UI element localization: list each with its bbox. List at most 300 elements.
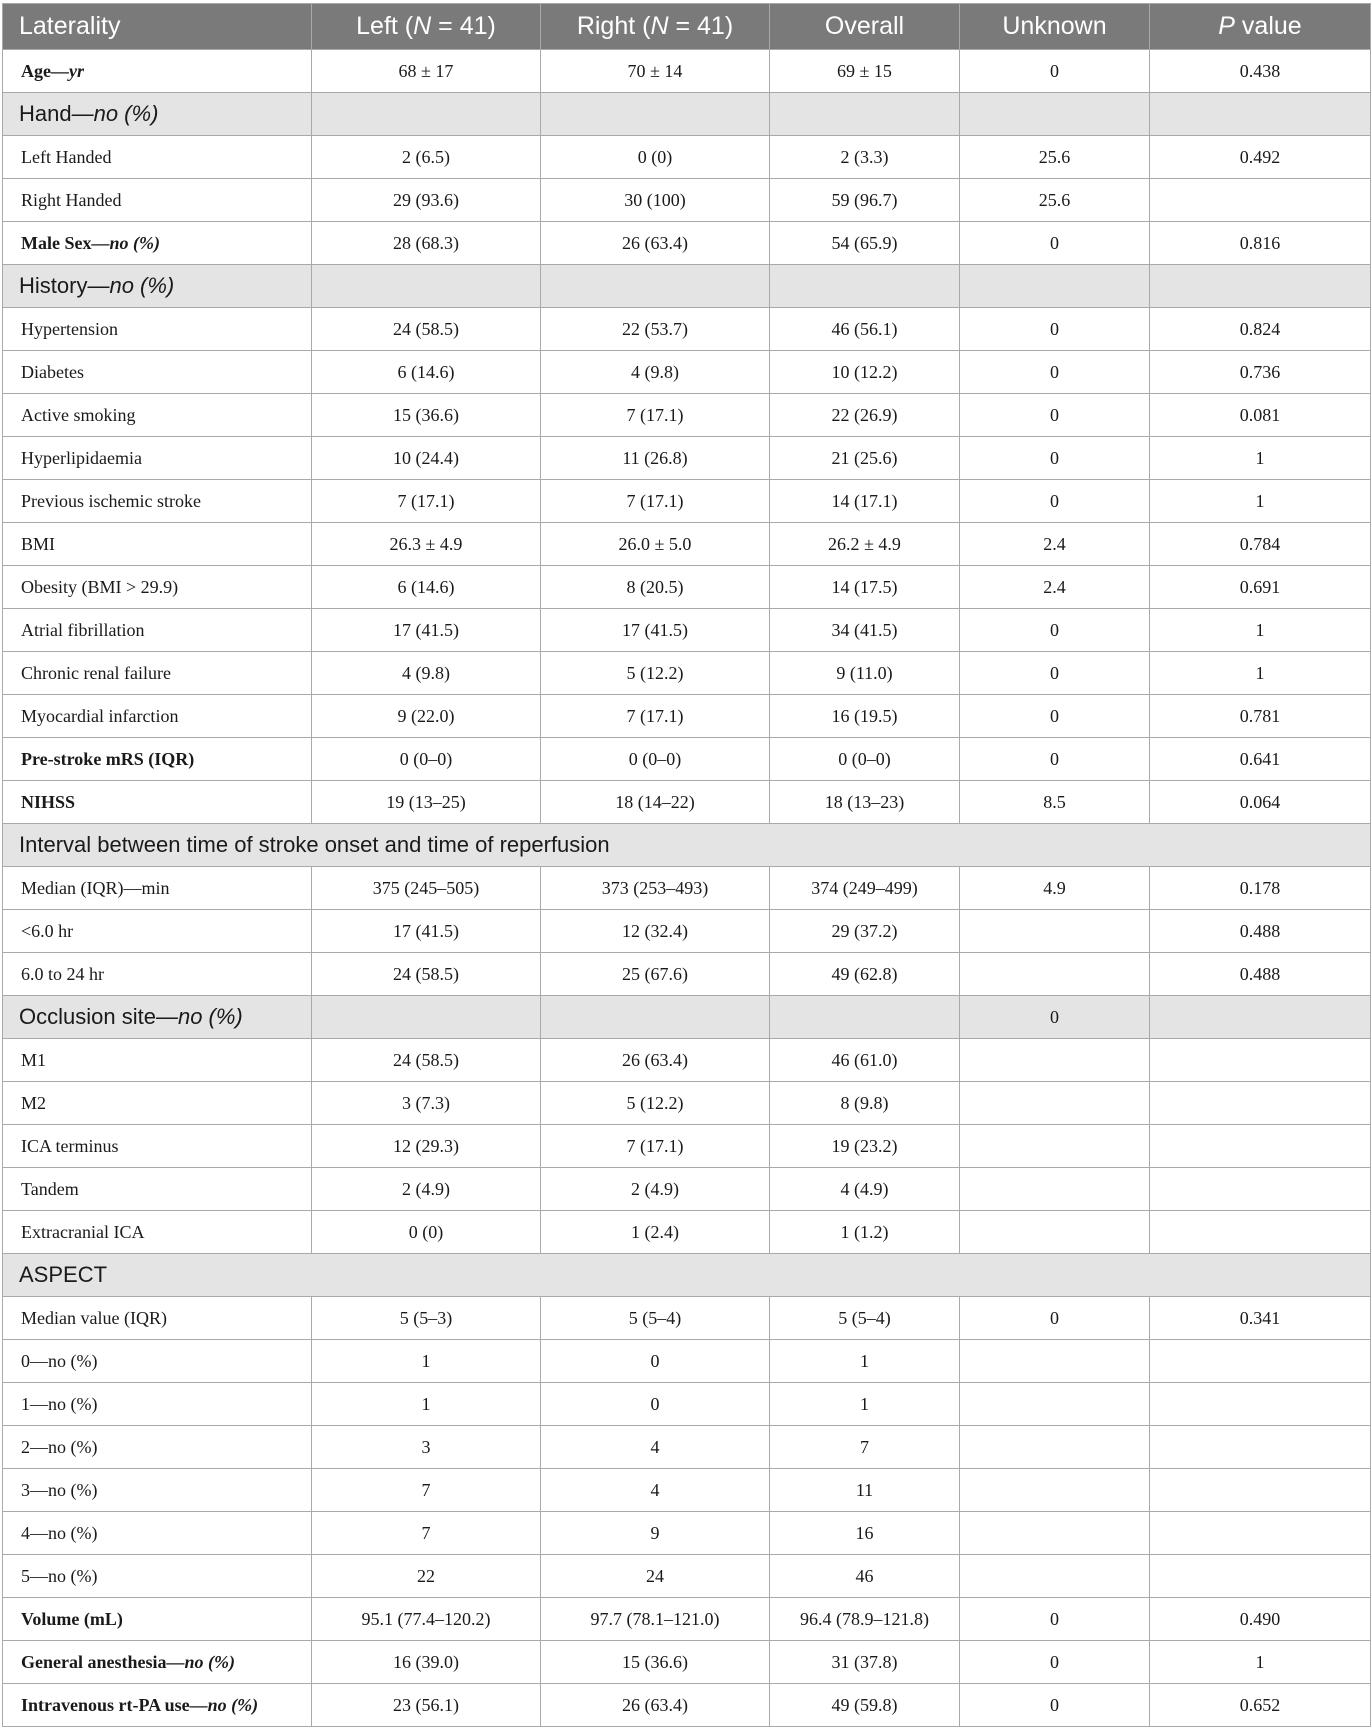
cell-left: 15 (36.6) (312, 394, 541, 437)
header-p-italic: P (1218, 12, 1235, 40)
label-text: Volume (mL) (21, 1608, 123, 1629)
header-left-n: N (413, 12, 432, 40)
table-row (3, 1039, 1371, 1082)
table-row (3, 652, 1371, 695)
cell-overall: 4 (4.9) (770, 1168, 960, 1211)
section-row (3, 996, 1371, 1039)
cell-left: 16 (39.0) (312, 1641, 541, 1684)
row-label (3, 1082, 312, 1125)
cell-right: 5 (12.2) (541, 1082, 770, 1125)
cell-p-value (1150, 265, 1371, 308)
cell-p-value: 0.490 (1150, 1598, 1371, 1641)
cell-overall (770, 93, 960, 136)
cell-unknown: 0 (960, 996, 1150, 1039)
cell-unknown: 0 (960, 480, 1150, 523)
cell-p-value: 0.641 (1150, 738, 1371, 781)
label-text: 5—no (%) (21, 1565, 98, 1586)
label-suffix: —no (%) (91, 232, 160, 253)
label-text: Pre-stroke mRS (IQR) (21, 748, 195, 769)
cell-unknown: 8.5 (960, 781, 1150, 824)
row-label (3, 50, 312, 93)
cell-left: 26.3 ± 4.9 (312, 523, 541, 566)
cell-left: 95.1 (77.4–120.2) (312, 1598, 541, 1641)
cell-p-value (1150, 996, 1371, 1039)
table-header (3, 4, 1371, 50)
cell-unknown: 0 (960, 738, 1150, 781)
cell-p-value: 1 (1150, 1641, 1371, 1684)
cell-p-value (1150, 1383, 1371, 1426)
cell-p-value (1150, 1512, 1371, 1555)
cell-overall: 22 (26.9) (770, 394, 960, 437)
cell-unknown: 0 (960, 1598, 1150, 1641)
row-label (3, 953, 312, 996)
table-row (3, 179, 1371, 222)
table-row (3, 1598, 1371, 1641)
header-overall: Overall (770, 4, 960, 50)
cell-unknown (960, 1125, 1150, 1168)
cell-overall: 26.2 ± 4.9 (770, 523, 960, 566)
cell-right: 5 (12.2) (541, 652, 770, 695)
cell-p-value: 0.178 (1150, 867, 1371, 910)
row-label (3, 738, 312, 781)
cell-unknown: 0 (960, 308, 1150, 351)
cell-overall: 0 (0–0) (770, 738, 960, 781)
header-left-suffix: = 41) (431, 12, 496, 40)
table-row (3, 50, 1371, 93)
cell-unknown: 0 (960, 50, 1150, 93)
cell-left: 24 (58.5) (312, 953, 541, 996)
cell-right: 17 (41.5) (541, 609, 770, 652)
cell-right: 7 (17.1) (541, 695, 770, 738)
cell-left: 10 (24.4) (312, 437, 541, 480)
cell-overall: 54 (65.9) (770, 222, 960, 265)
row-label (3, 1168, 312, 1211)
cell-unknown (960, 1211, 1150, 1254)
label-suffix: —no (%) (166, 1651, 235, 1672)
cell-p-value: 1 (1150, 609, 1371, 652)
cell-left: 24 (58.5) (312, 1039, 541, 1082)
table-row (3, 351, 1371, 394)
cell-overall: 16 (770, 1512, 960, 1555)
cell-unknown (960, 1469, 1150, 1512)
cell-left: 17 (41.5) (312, 910, 541, 953)
table-body (3, 50, 1371, 1727)
cell-unknown (960, 953, 1150, 996)
cell-p-value: 0.652 (1150, 1684, 1371, 1727)
row-label (3, 1297, 312, 1340)
cell-unknown (960, 1168, 1150, 1211)
cell-unknown: 0 (960, 1297, 1150, 1340)
cell-p-value: 1 (1150, 437, 1371, 480)
cell-unknown: 0 (960, 351, 1150, 394)
cell-right: 0 (541, 1383, 770, 1426)
label-text: Active smoking (21, 404, 136, 425)
cell-p-value (1150, 1211, 1371, 1254)
cell-overall: 46 (61.0) (770, 1039, 960, 1082)
cell-unknown: 0 (960, 394, 1150, 437)
cell-left: 22 (312, 1555, 541, 1598)
table-row (3, 308, 1371, 351)
cell-unknown (960, 1039, 1150, 1082)
table-row (3, 781, 1371, 824)
cell-left: 19 (13–25) (312, 781, 541, 824)
cell-right: 8 (20.5) (541, 566, 770, 609)
cell-right: 4 (541, 1469, 770, 1512)
cell-right: 30 (100) (541, 179, 770, 222)
table-row (3, 695, 1371, 738)
label-text: Hyperlipidaemia (21, 447, 142, 468)
cell-unknown: 0 (960, 437, 1150, 480)
row-label (3, 1512, 312, 1555)
cell-p-value: 0.438 (1150, 50, 1371, 93)
cell-overall: 14 (17.1) (770, 480, 960, 523)
cell-overall: 11 (770, 1469, 960, 1512)
table-row (3, 1082, 1371, 1125)
cell-unknown: 25.6 (960, 179, 1150, 222)
cell-right: 9 (541, 1512, 770, 1555)
cell-overall: 14 (17.5) (770, 566, 960, 609)
row-label (3, 179, 312, 222)
cell-overall: 1 (770, 1383, 960, 1426)
cell-left: 24 (58.5) (312, 308, 541, 351)
table-row (3, 1469, 1371, 1512)
label-suffix: —no (%) (87, 273, 175, 298)
cell-overall: 49 (59.8) (770, 1684, 960, 1727)
label-text: Male Sex (21, 232, 92, 253)
row-label (3, 523, 312, 566)
label-text: BMI (21, 533, 56, 554)
cell-right: 26 (63.4) (541, 1684, 770, 1727)
label-suffix: —yr (51, 60, 84, 81)
header-p-value (1150, 4, 1371, 50)
cell-unknown: 0 (960, 222, 1150, 265)
row-label (3, 351, 312, 394)
table-row (3, 222, 1371, 265)
label-text: Right Handed (21, 189, 122, 210)
row-label (3, 695, 312, 738)
cell-overall: 2 (3.3) (770, 136, 960, 179)
row-label (3, 136, 312, 179)
cell-overall: 16 (19.5) (770, 695, 960, 738)
cell-right: 11 (26.8) (541, 437, 770, 480)
row-label (3, 1426, 312, 1469)
label-text: Obesity (BMI > 29.9) (21, 576, 179, 597)
label-text: Hypertension (21, 318, 118, 339)
cell-unknown (960, 93, 1150, 136)
section-label (3, 93, 312, 136)
cell-p-value: 0.488 (1150, 910, 1371, 953)
cell-left: 17 (41.5) (312, 609, 541, 652)
label-text: Chronic renal failure (21, 662, 171, 683)
cell-unknown (960, 1512, 1150, 1555)
cell-left (312, 996, 541, 1039)
cell-overall: 69 ± 15 (770, 50, 960, 93)
cell-p-value (1150, 179, 1371, 222)
cell-left: 28 (68.3) (312, 222, 541, 265)
cell-right: 25 (67.6) (541, 953, 770, 996)
table-row (3, 910, 1371, 953)
cell-right: 15 (36.6) (541, 1641, 770, 1684)
cell-right: 2 (4.9) (541, 1168, 770, 1211)
cell-overall: 1 (770, 1340, 960, 1383)
row-label (3, 308, 312, 351)
cell-left: 2 (4.9) (312, 1168, 541, 1211)
table-row (3, 1125, 1371, 1168)
row-label (3, 1469, 312, 1512)
cell-p-value: 0.691 (1150, 566, 1371, 609)
cell-p-value: 0.488 (1150, 953, 1371, 996)
cell-overall: 46 (56.1) (770, 308, 960, 351)
row-label (3, 1383, 312, 1426)
cell-p-value (1150, 93, 1371, 136)
label-text: Tandem (21, 1178, 79, 1199)
row-label (3, 566, 312, 609)
cell-left: 3 (312, 1426, 541, 1469)
cell-overall: 374 (249–499) (770, 867, 960, 910)
cell-right: 0 (0) (541, 136, 770, 179)
cell-overall: 46 (770, 1555, 960, 1598)
patient-characteristics-table (2, 3, 1371, 1727)
cell-unknown: 25.6 (960, 136, 1150, 179)
cell-unknown (960, 1383, 1150, 1426)
label-text: Extracranial ICA (21, 1221, 145, 1242)
cell-p-value: 0.781 (1150, 695, 1371, 738)
label-text: 3—no (%) (21, 1479, 98, 1500)
label-suffix: —no (%) (189, 1694, 259, 1715)
table-row (3, 1512, 1371, 1555)
cell-p-value: 0.492 (1150, 136, 1371, 179)
table-row (3, 394, 1371, 437)
cell-overall: 10 (12.2) (770, 351, 960, 394)
label-text: Intravenous rt-PA use (21, 1694, 190, 1715)
table-row (3, 953, 1371, 996)
cell-right: 4 (541, 1426, 770, 1469)
cell-left: 6 (14.6) (312, 566, 541, 609)
section-label (3, 1254, 1371, 1297)
section-row (3, 824, 1371, 867)
section-label (3, 824, 1371, 867)
label-text: 6.0 to 24 hr (21, 963, 104, 984)
cell-p-value: 0.736 (1150, 351, 1371, 394)
cell-unknown (960, 1426, 1150, 1469)
cell-left: 2 (6.5) (312, 136, 541, 179)
cell-unknown (960, 910, 1150, 953)
table-row (3, 1555, 1371, 1598)
row-label (3, 1340, 312, 1383)
cell-right: 18 (14–22) (541, 781, 770, 824)
cell-right: 4 (9.8) (541, 351, 770, 394)
cell-right: 373 (253–493) (541, 867, 770, 910)
label-text: Occlusion site (19, 1004, 156, 1029)
cell-right: 5 (5–4) (541, 1297, 770, 1340)
row-label (3, 1211, 312, 1254)
label-text: Left Handed (21, 146, 112, 167)
label-text: Hand (19, 101, 72, 126)
table-row (3, 1641, 1371, 1684)
cell-overall: 18 (13–23) (770, 781, 960, 824)
cell-unknown: 0 (960, 695, 1150, 738)
table-row (3, 867, 1371, 910)
cell-p-value (1150, 1168, 1371, 1211)
header-row (3, 4, 1371, 50)
label-text: 1—no (%) (21, 1393, 98, 1414)
table-row (3, 1684, 1371, 1727)
cell-unknown: 0 (960, 652, 1150, 695)
cell-unknown: 2.4 (960, 566, 1150, 609)
table-row (3, 566, 1371, 609)
cell-right: 7 (17.1) (541, 1125, 770, 1168)
table-row (3, 1297, 1371, 1340)
row-label (3, 394, 312, 437)
cell-right: 22 (53.7) (541, 308, 770, 351)
cell-right (541, 93, 770, 136)
label-text: History (19, 273, 88, 298)
row-label (3, 781, 312, 824)
label-text: Myocardial infarction (21, 705, 179, 726)
row-label (3, 1598, 312, 1641)
cell-overall: 21 (25.6) (770, 437, 960, 480)
row-label (3, 910, 312, 953)
label-text: Diabetes (21, 361, 84, 382)
label-text: NIHSS (21, 791, 76, 812)
label-text: Interval between time of stroke onset and time of reperfusion (19, 832, 610, 857)
cell-unknown: 2.4 (960, 523, 1150, 566)
cell-overall (770, 265, 960, 308)
cell-overall: 8 (9.8) (770, 1082, 960, 1125)
table-row (3, 609, 1371, 652)
cell-left: 4 (9.8) (312, 652, 541, 695)
cell-left: 29 (93.6) (312, 179, 541, 222)
cell-overall: 7 (770, 1426, 960, 1469)
table-row (3, 1383, 1371, 1426)
cell-p-value: 0.064 (1150, 781, 1371, 824)
header-right-suffix: = 41) (668, 12, 734, 40)
cell-left: 0 (0) (312, 1211, 541, 1254)
label-text: M2 (21, 1092, 47, 1113)
cell-overall: 19 (23.2) (770, 1125, 960, 1168)
header-left (312, 4, 541, 50)
cell-overall: 34 (41.5) (770, 609, 960, 652)
label-suffix: —no (%) (155, 1004, 243, 1029)
label-text: 4—no (%) (21, 1522, 98, 1543)
table-row (3, 480, 1371, 523)
cell-right (541, 996, 770, 1039)
row-label (3, 437, 312, 480)
cell-right: 26 (63.4) (541, 1039, 770, 1082)
cell-p-value (1150, 1555, 1371, 1598)
cell-overall: 29 (37.2) (770, 910, 960, 953)
section-row (3, 1254, 1371, 1297)
label-text: ICA terminus (21, 1135, 119, 1156)
table-row (3, 1340, 1371, 1383)
cell-left: 7 (17.1) (312, 480, 541, 523)
cell-right: 97.7 (78.1–121.0) (541, 1598, 770, 1641)
cell-unknown (960, 265, 1150, 308)
section-row (3, 93, 1371, 136)
cell-right: 1 (2.4) (541, 1211, 770, 1254)
cell-left: 375 (245–505) (312, 867, 541, 910)
label-text: M1 (21, 1049, 47, 1070)
cell-p-value: 1 (1150, 652, 1371, 695)
label-text: Previous ischemic stroke (21, 490, 201, 511)
row-label (3, 1039, 312, 1082)
cell-right: 7 (17.1) (541, 394, 770, 437)
cell-right: 24 (541, 1555, 770, 1598)
cell-right: 7 (17.1) (541, 480, 770, 523)
row-label (3, 1641, 312, 1684)
cell-left: 23 (56.1) (312, 1684, 541, 1727)
label-text: 2—no (%) (21, 1436, 98, 1457)
cell-left: 1 (312, 1383, 541, 1426)
cell-right: 0 (541, 1340, 770, 1383)
header-laterality: Laterality (3, 4, 312, 50)
label-text: Age (21, 60, 51, 81)
cell-unknown: 0 (960, 1684, 1150, 1727)
label-suffix: —no (%) (71, 101, 159, 126)
label-text: ASPECT (19, 1262, 108, 1287)
table-row (3, 1211, 1371, 1254)
cell-right: 70 ± 14 (541, 50, 770, 93)
row-label (3, 1684, 312, 1727)
cell-overall: 5 (5–4) (770, 1297, 960, 1340)
table-row (3, 136, 1371, 179)
label-text: 0—no (%) (21, 1350, 98, 1371)
cell-unknown: 0 (960, 609, 1150, 652)
header-right (541, 4, 770, 50)
row-label (3, 652, 312, 695)
cell-overall (770, 996, 960, 1039)
row-label (3, 222, 312, 265)
cell-left: 68 ± 17 (312, 50, 541, 93)
cell-left: 3 (7.3) (312, 1082, 541, 1125)
cell-right: 26 (63.4) (541, 222, 770, 265)
cell-left: 0 (0–0) (312, 738, 541, 781)
cell-overall: 59 (96.7) (770, 179, 960, 222)
label-text: Atrial fibrillation (21, 619, 145, 640)
cell-p-value: 0.784 (1150, 523, 1371, 566)
cell-overall: 1 (1.2) (770, 1211, 960, 1254)
header-right-n: N (650, 12, 669, 40)
header-unknown: Unknown (960, 4, 1150, 50)
cell-left: 12 (29.3) (312, 1125, 541, 1168)
table-row (3, 738, 1371, 781)
cell-left (312, 265, 541, 308)
cell-overall: 96.4 (78.9–121.8) (770, 1598, 960, 1641)
row-label (3, 1555, 312, 1598)
cell-overall: 31 (37.8) (770, 1641, 960, 1684)
label-text: General anesthesia (21, 1651, 167, 1672)
header-right-prefix: Right ( (576, 12, 651, 40)
label-text: Median (IQR)—min (21, 877, 170, 898)
cell-left: 5 (5–3) (312, 1297, 541, 1340)
header-p-rest: value (1234, 12, 1302, 40)
section-label (3, 265, 312, 308)
cell-p-value: 0.816 (1150, 222, 1371, 265)
cell-left: 7 (312, 1469, 541, 1512)
cell-left: 7 (312, 1512, 541, 1555)
cell-left: 1 (312, 1340, 541, 1383)
cell-right: 12 (32.4) (541, 910, 770, 953)
header-left-prefix: Left ( (356, 12, 414, 40)
cell-unknown (960, 1082, 1150, 1125)
cell-p-value (1150, 1125, 1371, 1168)
cell-right (541, 265, 770, 308)
row-label (3, 1125, 312, 1168)
cell-p-value (1150, 1426, 1371, 1469)
cell-left: 9 (22.0) (312, 695, 541, 738)
cell-unknown (960, 1340, 1150, 1383)
cell-right: 0 (0–0) (541, 738, 770, 781)
